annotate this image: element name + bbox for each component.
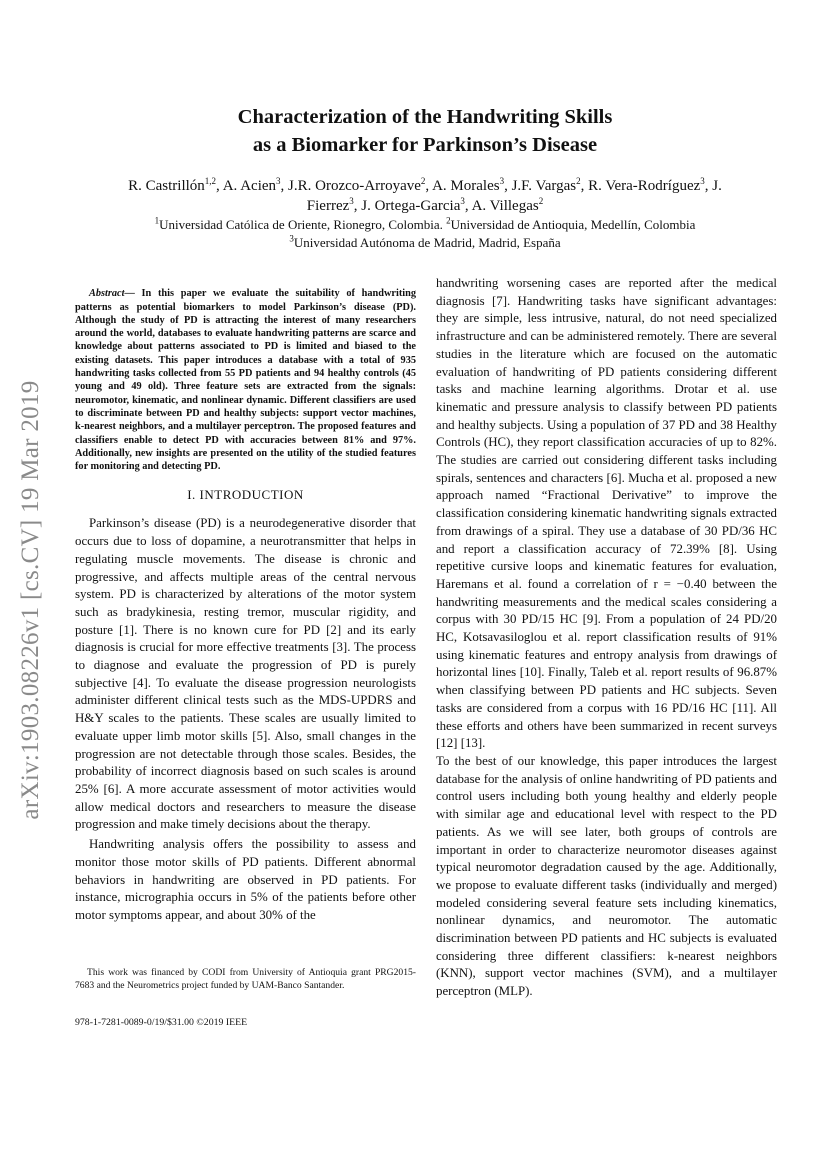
paper-title xyxy=(120,103,730,159)
author-affiliation-mark: 3 xyxy=(276,176,281,186)
arxiv-identifier-stamp xyxy=(14,340,48,860)
author-name: , J. Fierrez xyxy=(306,178,722,214)
section-heading-introduction: I. INTRODUCTION xyxy=(187,487,304,503)
author-name: , A. Acien xyxy=(216,178,277,194)
abstract-text: — In this paper we evaluate the suitability of handwriting patterns as potential biomarkers to model Parkinson’s disease (PD). Although the study of PD is attracting the interest of many researchers around the world, databases to evaluate handwriting patterns are scarce and knowledge about patterns associated to PD is limited and biased to the existing datasets. This paper introduces a database with a total of 935 handwriting tasks collected from 55 PD patients and 94 healthy controls (45 young and 49 old). Three feature sets are extracted from the signals: neuromotor, kinematic, and nonlinear dynamic. Different classifiers are used to discriminate between PD and healthy subjects: support vector machines, k-nearest neighbors, and a multilayer perceptron. The proposed features and classifiers enable to detect PD with accuracies between 81% and 97%. Additionally, new insights are presented on the utility of the studied features for monitoring and detecting PD. xyxy=(75,288,416,473)
copyright-notice: 978-1-7281-0089-0/19/$31.00 ©2019 IEEE xyxy=(75,1017,248,1028)
body-paragraph: To the best of our knowledge, this paper introduces the largest database for the analysis of online handwriting of PD patients and control users including both young healthy and elderly people with similar age and educational level with respect to the PD patients. As we will see later, both groups of controls are important in order to characterize neuromotor diseases against typical neuromotor degradation caused by the age. Additionally, we propose to evaluate different tasks (individually and merged) modeled considering several feature sets including kinematics, nonlinear dynamics, and neuromotor. The automatic discrimination between PD patients and HC subjects is evaluated considering three different classifiers: k-nearest neighbors (KNN), support vector machines (SVM), and a multilayer perceptron (MLP). xyxy=(436,753,777,999)
author-name: , J. Ortega-Garcia xyxy=(353,198,461,214)
author-name: , R. Vera-Rodríguez xyxy=(580,178,701,194)
affiliation: Universidad Autónoma de Madrid, Madrid, España xyxy=(293,235,561,250)
author-affiliation-mark: 2 xyxy=(420,176,426,186)
affiliation-mark: 1 xyxy=(154,215,160,226)
left-column xyxy=(75,277,416,925)
author-affiliation-mark: 3 xyxy=(499,176,505,186)
author-affiliation-mark: 3 xyxy=(700,176,705,186)
author-affiliation-mark: 3 xyxy=(460,196,465,206)
body-paragraph: Handwriting analysis offers the possibility to assess and monitor those motor skills of PD patients. Different abnormal behaviors in handwriting are observed in PD patients. For instance, micrographia occurs in 5% of the patients before other motor symptoms appear, and about 30% of the xyxy=(75,837,416,922)
affiliation-mark: 2 xyxy=(446,215,451,226)
author-affiliation-mark: 1,2 xyxy=(204,176,217,186)
arxiv-identifier-text: arXiv:1903.08226v1 [cs.CV] 19 Mar 2019 xyxy=(17,380,44,820)
title-line-1: Characterization of the Handwriting Skills xyxy=(237,106,613,128)
title-line-2: as a Biomarker for Parkinson’s Disease xyxy=(252,134,598,156)
right-column xyxy=(436,275,777,1001)
author-name: , A. Morales xyxy=(425,178,500,194)
author-name: , A. Villegas xyxy=(464,198,539,214)
affiliation-mark: 3 xyxy=(289,233,294,244)
body-paragraph: Parkinson’s disease (PD) is a neurodegenerative disorder that occurs due to loss of dopamine, a neurotransmitter that helps in regulating muscle movements. The disease is chronic and progressive, and affects multiple areas of the central nervous system. PD is characterized by alterations of the motor system such as bradykinesia, resting tremor, muscular rigidity, and posture [1]. There is no known cure for PD [2] and its early diagnosis is crucial for more effective treatments [3]. The process to diagnose and evaluate the progression of PD is purely subjective [4]. To evaluate the disease progression neurologists administer different clinical tests such as the MDS-UPDRS and H&Y scales to the patients. These scales are usually limited to evaluate upper limb motor skills [5]. Also, small changes in the progression are not detectable through those scales. Besides, the probability of incorrect diagnosis based on such scales is around 25% [6]. A more accurate assessment of motor activities would allow medical doctors and researchers to measure the disease progression and make timely decisions about the therapy. xyxy=(75,516,416,832)
author-affiliation-mark: 2 xyxy=(576,176,581,186)
author-affiliation-mark: 3 xyxy=(349,196,354,206)
author-affiliation-mark: 2 xyxy=(538,196,544,206)
footnote-text: This work was financed by CODI from University of Antioquia grant PRG2015-7683 and the Neurometrics project funded by UAM-Banco Santander. xyxy=(75,967,416,991)
abstract xyxy=(75,287,416,473)
author-name: , J.F. Vargas xyxy=(504,178,577,194)
abstract-label: Abstract xyxy=(89,288,125,300)
author-name: , J.R. Orozco-Arroyave xyxy=(280,178,421,194)
author-name: R. Castrillón xyxy=(128,178,205,194)
affiliation: Universidad Católica de Oriente, Rionegro, Colombia. xyxy=(159,217,447,232)
author-list xyxy=(115,176,735,216)
affiliation-line-1 xyxy=(115,216,735,234)
author-block xyxy=(115,176,735,252)
body-paragraph: handwriting worsening cases are reported after the medical diagnosis [7]. Handwriting tasks have significant advantages: they are simple, less intrusive, natural, do not need specialized infrastructure and can be administered remotely. There are several studies in the literature which are focused on the automatic evaluation of handwriting of PD patients considering different tasks and machine learning algorithms. Drotar et al. use kinematic and pressure analysis to classify between PD patients and healthy subjects. Using a population of 37 PD and 38 Healthy Controls (HC), they report classification accuracies of up to 82%. The studies are carried out considering different tasks including spirals, sentences and characters [6]. Mucha et al. proposed a new approach named “Fractional Derivative” to improve the classification considering kinematic handwriting signals extracted from drawings of a spiral. They use a database of 30 PD/36 HC and report a classification accuracy of 72.39% [8]. Using repetitive cursive loops and kinematic features for evaluation, Haremans et al. found a correlation of r = −0.40 between the handwriting measurements and the medical scales considering a corpus with 30 PD/15 HC [9]. From a population of 24 PD/20 HC, Kotsavasiloglou et al. report classification results of 91% using kinematic features and entropy analysis from drawings of horizontal lines [10]. Finally, Taleb et al. report results of 96.87% when classifying between PD patients and HC subjects. Seven tasks are considered from a corpus with 16 PD/16 HC [11]. All these efforts and others have been summarized in recent surveys [12] [13]. xyxy=(436,276,777,751)
affiliation-line-2 xyxy=(115,234,735,252)
affiliation: Universidad de Antioquia, Medellín, Colombia xyxy=(450,217,696,232)
funding-footnote xyxy=(75,966,416,992)
